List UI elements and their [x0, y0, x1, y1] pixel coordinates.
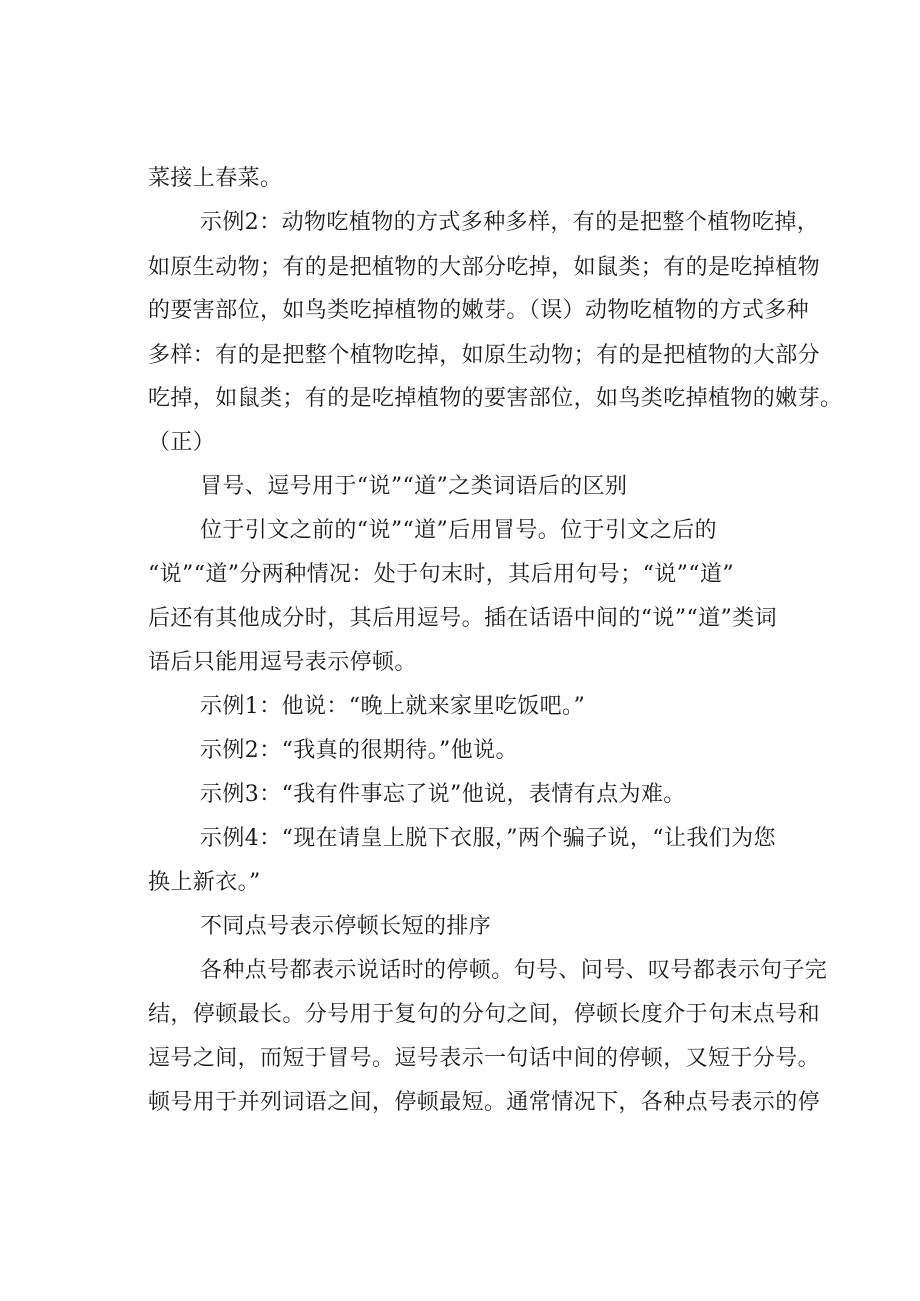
- text-line: 示例4：“现在请皇上脱下衣服，”两个骗子说，“让我们为您: [200, 826, 776, 851]
- text-line: 顿号用于并列词语之间，停顿最短。通常情况下，各种点号表示的停: [148, 1090, 821, 1115]
- text-line: 示例2：动物吃植物的方式多种多样，有的是把整个植物吃掉，: [200, 210, 820, 235]
- text-line: 多样：有的是把整个植物吃掉，如原生动物；有的是把植物的大部分: [148, 343, 821, 368]
- text-line: 如原生动物；有的是把植物的大部分吃掉，如鼠类；有的是吃掉植物: [148, 255, 821, 280]
- text-line: 各种点号都表示说话时的停顿。句号、问号、叹号都表示句子完: [200, 958, 828, 983]
- text-line: 后还有其他成分时，其后用逗号。插在话语中间的“说”“道”类词: [148, 606, 777, 631]
- text-line: “说”“道”分两种情况：处于句末时，其后用句号；“说”“道”: [148, 562, 734, 587]
- text-line: 的要害部位，如鸟类吃掉植物的嫩芽。（误）动物吃植物的方式多种: [148, 298, 810, 323]
- text-line: 位于引文之前的“说”“道”后用冒号。位于引文之后的: [200, 518, 717, 543]
- text-line: 吃掉，如鼠类；有的是吃掉植物的要害部位，如鸟类吃掉植物的嫩芽。: [148, 386, 843, 411]
- text-line: 示例1：他说：“晚上就来家里吃饭吧。”: [200, 694, 586, 719]
- text-line: 逗号之间，而短于冒号。逗号表示一句话中间的停顿，又短于分号。: [148, 1046, 821, 1071]
- text-line: 示例3：“我有件事忘了说”他说，表情有点为难。: [200, 782, 686, 807]
- text-line: 结，停顿最长。分号用于复句的分句之间，停顿长度介于句末点号和: [148, 1002, 821, 1027]
- text-line: （正）: [148, 430, 216, 455]
- text-line: 语后只能用逗号表示停顿。: [148, 650, 417, 675]
- section-heading: 不同点号表示停顿长短的排序: [200, 914, 492, 939]
- text-line: 示例2：“我真的很期待。”他说。: [200, 738, 518, 763]
- text-line: 菜接上春菜。: [148, 166, 283, 191]
- text-line: 换上新衣。”: [148, 870, 261, 895]
- section-heading: 冒号、逗号用于“说”“道”之类词语后的区别: [200, 474, 628, 499]
